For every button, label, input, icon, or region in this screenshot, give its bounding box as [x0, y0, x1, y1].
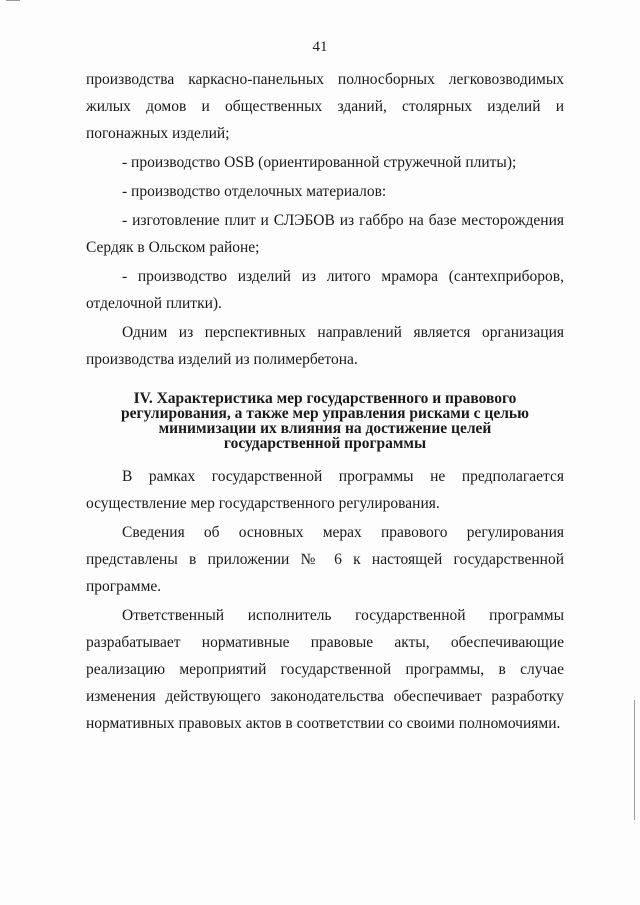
section-heading-line: минимизации их влияния на достижение целей: [158, 420, 492, 437]
section-heading: [86, 391, 564, 451]
section-heading-line: государственной программы: [223, 435, 427, 452]
scan-artifact: [6, 0, 20, 1]
paragraph-legal-regulation-appendix: Сведения об основных мерах правового регулирования представлены в приложении № 6 к настоящей государственной программе.: [86, 524, 564, 595]
list-item-cast-marble: - производство изделий из литого мрамора (сантехприборов, отделочной плитки).: [86, 268, 564, 312]
page-content: [86, 66, 564, 737]
scan-artifact: [634, 700, 635, 820]
page-number: 41: [312, 39, 328, 55]
paragraph-no-state-regulation: В рамках государственной программы не предполагается осуществление мер государственного регулирования.: [86, 468, 564, 512]
list-item-finishing-materials: - производство отделочных материалов:: [122, 183, 387, 200]
section-heading-line: IV. Характеристика мер государственного и правового: [133, 390, 517, 407]
paragraph-responsible-executor: Ответственный исполнитель государственной программы разрабатывает нормативные правовые акты, обеспечивающие реализацию мероприятий государственной программы, в случае изменения действующего законодательства обеспечивает разработку нормативных правовых актов в соответствии со своими полномочиями.: [86, 607, 564, 732]
list-item-gabbro-slabs: - изготовление плит и СЛЭБОВ из габбро на базе месторождения Сердяк в Ольском районе;: [86, 212, 564, 256]
section-heading-line: регулирования, а также мер управления рисками с целью: [121, 405, 529, 422]
paragraph-polymer-concrete: Одним из перспективных направлений является организация производства изделий из полимербетона.: [86, 324, 564, 368]
paragraph-wooden-houses: производства каркасно-панельных полносборных легковозводимых жилых домов и общественных зданий, столярных изделий и погонажных изделий;: [86, 71, 564, 142]
list-item-osb: - производство OSB (ориентированной стружечной плиты);: [122, 154, 517, 171]
